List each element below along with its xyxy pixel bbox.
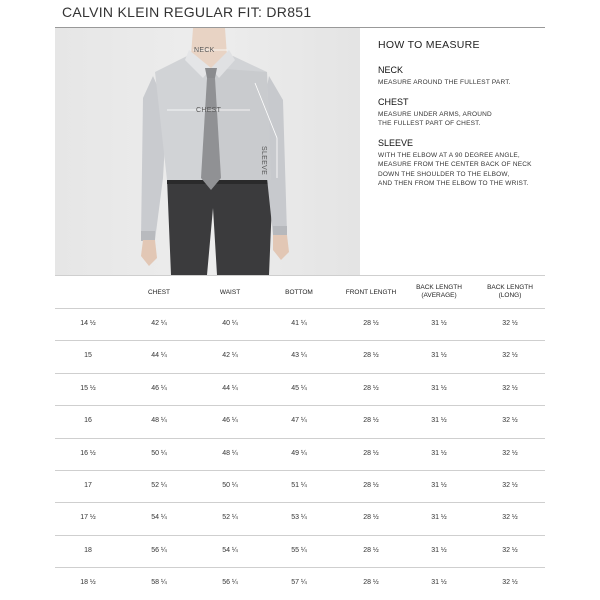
table-cell: 52 ¼ (151, 482, 167, 489)
table-cell: 54 ¼ (222, 546, 238, 554)
table-cell: 28 ½ (363, 482, 379, 489)
neck-size-cell: 18 (84, 546, 92, 554)
table-cell: 32 ½ (502, 417, 518, 425)
table-cell: 56 ¼ (222, 579, 238, 587)
table-cell: 44 ¼ (222, 384, 238, 392)
model-photo (55, 28, 360, 275)
table-cell: 42 ¼ (222, 352, 238, 360)
sleeve-title: SLEEVE (378, 137, 414, 148)
table-cell: 53 ¼ (291, 514, 307, 522)
column-header: WAIST (219, 289, 241, 296)
column-header: BOTTOM (285, 289, 313, 296)
table-cell: 32 ½ (502, 320, 518, 327)
table-cell: 51 ¼ (291, 482, 307, 489)
table-cell: 46 ¼ (222, 417, 238, 425)
table-cell: 32 ½ (502, 352, 518, 360)
neck-size-cell: 17 (84, 482, 92, 489)
table-cell: 32 ½ (502, 449, 518, 457)
table-cell: 50 ¼ (222, 482, 238, 489)
chest-title: CHEST (378, 96, 409, 107)
table-cell: 31 ½ (431, 514, 447, 522)
neck-size-cell: 18 ½ (80, 579, 96, 587)
how-to-measure-panel (378, 28, 548, 189)
table-cell: 31 ½ (431, 546, 447, 554)
table-cell: 31 ½ (431, 449, 447, 457)
table-cell: 28 ½ (363, 320, 379, 327)
chart-title: CALVIN KLEIN REGULAR FIT: DR851 (62, 4, 312, 20)
table-cell: 31 ½ (431, 320, 447, 327)
table-top-rule (55, 275, 545, 276)
row-divider (55, 535, 545, 536)
table-cell: 28 ½ (363, 384, 379, 392)
table-cell: 50 ¼ (151, 449, 167, 457)
table-cell: 44 ¼ (151, 352, 167, 360)
table-cell: 28 ½ (363, 514, 379, 522)
table-cell: 28 ½ (363, 546, 379, 554)
neck-size-cell: 15 ½ (80, 384, 96, 392)
table-cell: 54 ¼ (151, 514, 167, 522)
table-cell: 55 ¼ (291, 546, 307, 554)
table-cell: 32 ½ (502, 482, 518, 489)
row-divider (55, 340, 545, 341)
row-divider (55, 567, 545, 568)
neck-size-cell: 16 (84, 417, 92, 425)
table-cell: 49 ¼ (291, 449, 307, 457)
table-cell: 28 ½ (363, 352, 379, 360)
table-cell: 31 ½ (431, 579, 447, 587)
chest-text: MEASURE UNDER ARMS, AROUND THE FULLEST PART OF CHEST. (378, 110, 492, 127)
row-divider (55, 373, 545, 374)
row-divider (55, 470, 545, 471)
table-cell: 31 ½ (431, 384, 447, 392)
table-cell: 28 ½ (363, 449, 379, 457)
column-header: CHEST (147, 289, 171, 296)
table-cell: 41 ¼ (291, 320, 307, 327)
row-divider (55, 438, 545, 439)
table-cell: 28 ½ (363, 579, 379, 587)
table-cell: 58 ¼ (151, 579, 167, 587)
table-cell: 52 ¼ (222, 514, 238, 522)
row-divider (55, 308, 545, 309)
table-cell: 32 ½ (502, 546, 518, 554)
table-cell: 31 ½ (431, 352, 447, 360)
table-cell: 56 ¼ (151, 546, 167, 554)
column-header: FRONT LENGTH (345, 289, 397, 296)
table-cell: 40 ¼ (222, 320, 238, 327)
table-cell: 57 ¼ (291, 579, 307, 587)
sleeve-label: SLEEVE (260, 146, 267, 176)
sleeve-text: WITH THE ELBOW AT A 90 DEGREE ANGLE, MEASURE FROM THE CENTER BACK OF NECK DOWN THE SHOULDER TO THE ELBOW, AND THEN FROM THE ELBOW TO THE WRIST. (378, 151, 532, 187)
row-divider (55, 502, 545, 503)
neck-size-cell: 17 ½ (80, 514, 96, 522)
row-divider (55, 405, 545, 406)
neck-title: NECK (378, 65, 404, 75)
how-to-measure-heading: HOW TO MEASURE (378, 39, 480, 51)
table-cell: 42 ¼ (151, 320, 167, 327)
neck-size-cell: 14 ½ (80, 320, 96, 327)
table-cell: 48 ¼ (151, 417, 167, 425)
table-cell: 31 ½ (431, 417, 447, 425)
neck-text: MEASURE AROUND THE FULLEST PART. (378, 79, 511, 86)
shirt-model-illustration (55, 28, 360, 275)
column-header: BACK LENGTH (LONG) (487, 284, 533, 299)
table-cell: 48 ¼ (222, 449, 238, 457)
neck-size-cell: 15 (84, 352, 92, 360)
table-cell: 47 ¼ (291, 417, 307, 425)
column-header: BACK LENGTH (AVERAGE) (416, 284, 462, 299)
table-cell: 32 ½ (502, 514, 518, 522)
neck-label: NECK (194, 47, 215, 54)
table-cell: 45 ¼ (291, 384, 307, 392)
table-cell: 28 ½ (363, 417, 379, 425)
table-cell: 31 ½ (431, 482, 447, 489)
table-cell: 43 ¼ (291, 352, 307, 360)
table-cell: 32 ½ (502, 384, 518, 392)
table-cell: 32 ½ (502, 579, 518, 587)
neck-size-cell: 16 ½ (80, 449, 96, 457)
table-cell: 46 ¼ (151, 384, 167, 392)
chest-label: CHEST (196, 107, 222, 114)
